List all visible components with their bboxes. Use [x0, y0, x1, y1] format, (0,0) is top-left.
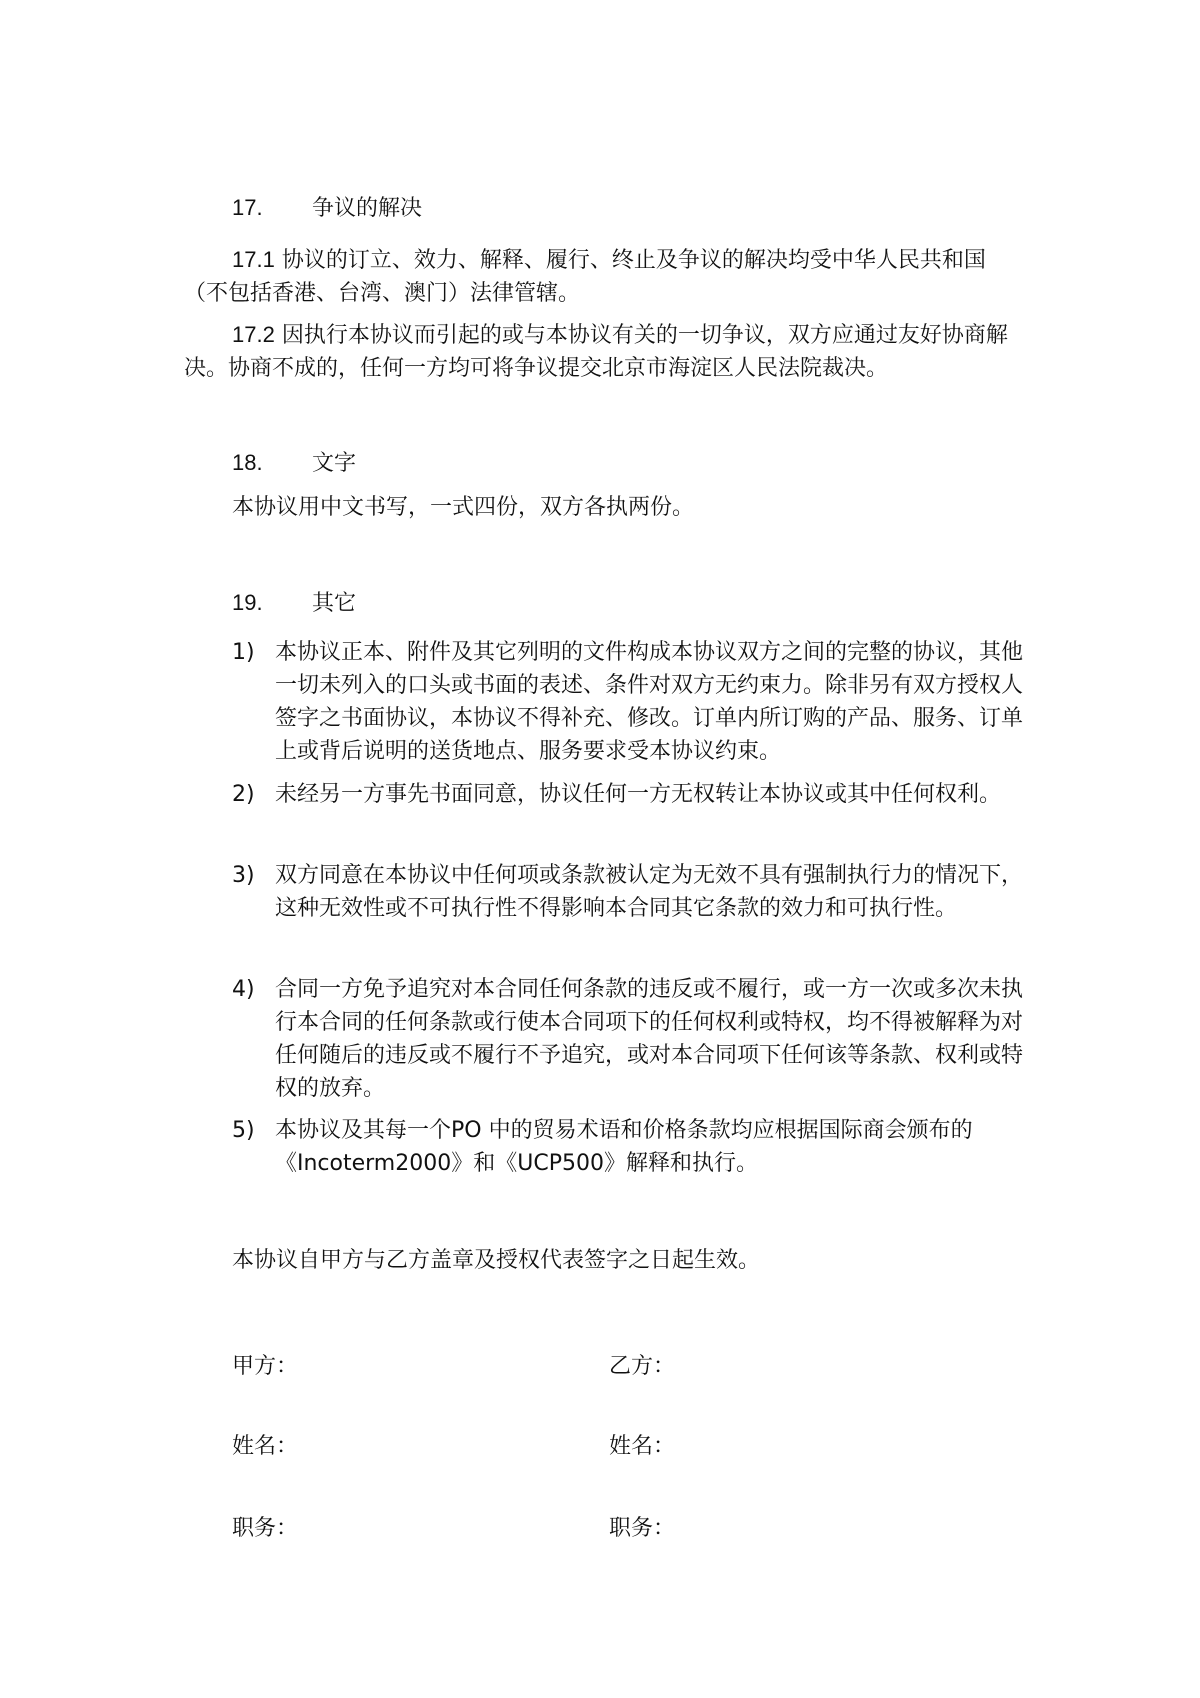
section-17-number: 17.: [232, 195, 263, 220]
section-18-title: 文字: [312, 451, 357, 476]
list-item-4-marker: 4): [232, 977, 255, 1002]
section-18-text: 本协议用中文书写，一式四份，双方各执两份。: [232, 495, 695, 520]
list-item-3: [232, 859, 1032, 925]
list-item-2-text: 未经另一方事先书面同意，协议任何一方无权转让本协议或其中任何权利。: [275, 782, 1002, 807]
party-a-label: 甲方：: [232, 1354, 299, 1379]
title-a-label: 职务：: [232, 1516, 299, 1541]
list-item-5-marker: 5): [232, 1118, 255, 1143]
list-item-5: [232, 1114, 1032, 1180]
party-b-label: 乙方：: [609, 1354, 676, 1379]
list-item-1: [232, 636, 1032, 768]
clause-17-1-number: 17.1: [232, 247, 275, 272]
list-item-2-marker: 2): [232, 782, 255, 807]
section-17-title: 争议的解决: [312, 196, 423, 221]
section-19-title: 其它: [312, 591, 357, 616]
list-item-1-text: 本协议正本、附件及其它列明的文件构成本协议双方之间的完整的协议，其他一切未列入的口头或书面的表述、条件对双方无约束力。除非另有双方授权人签字之书面协议，本协议不得补充、修改。订单内所订购的产品、服务、订单上或背后说明的送货地点、服务要求受本协议约束。: [275, 640, 1024, 764]
clause-17-2-text: 因执行本协议而引起的或与本协议有关的一切争议，双方应通过友好协商解决。协商不成的，任何一方均可将争议提交北京市海淀区人民法院裁决。: [184, 323, 1008, 381]
section-19-heading: [232, 588, 356, 619]
list-item-4: [232, 973, 1032, 1105]
clause-17-1: [184, 243, 1024, 310]
list-item-4-text: 合同一方免予追究对本合同任何条款的违反或不履行，或一方一次或多次未执行本合同的任何条款或行使本合同项下的任何权利或特权，均不得被解释为对任何随后的违反或不履行不予追究，或对本合同项下任何该等条款、权利或特权的放弃。: [275, 977, 1024, 1101]
section-18-number: 18.: [232, 450, 263, 475]
section-19-number: 19.: [232, 590, 263, 615]
list-item-2: [232, 778, 1032, 811]
name-b-label: 姓名：: [609, 1434, 676, 1459]
title-b-label: 职务：: [609, 1516, 676, 1541]
name-a-label: 姓名：: [232, 1434, 299, 1459]
section-17-heading: [232, 193, 422, 224]
list-item-1-marker: 1): [232, 640, 255, 665]
effective-statement: 本协议自甲方与乙方盖章及授权代表签字之日起生效。: [232, 1248, 761, 1273]
list-item-3-text: 双方同意在本协议中任何项或条款被认定为无效不具有强制执行力的情况下，这种无效性或不可执行性不得影响本合同其它条款的效力和可执行性。: [275, 863, 1024, 921]
clause-17-2-number: 17.2: [232, 322, 275, 347]
clause-17-1-text: 协议的订立、效力、解释、履行、终止及争议的解决均受中华人民共和国（不包括香港、台湾、澳门）法律管辖。: [184, 248, 986, 306]
list-item-5-text: 本协议及其每一个PO 中的贸易术语和价格条款均应根据国际商会颁布的《Incoterm2000》和《UCP500》解释和执行。: [275, 1118, 973, 1176]
section-18-heading: [232, 448, 356, 479]
clause-17-2: [184, 318, 1024, 385]
list-item-3-marker: 3): [232, 863, 255, 888]
